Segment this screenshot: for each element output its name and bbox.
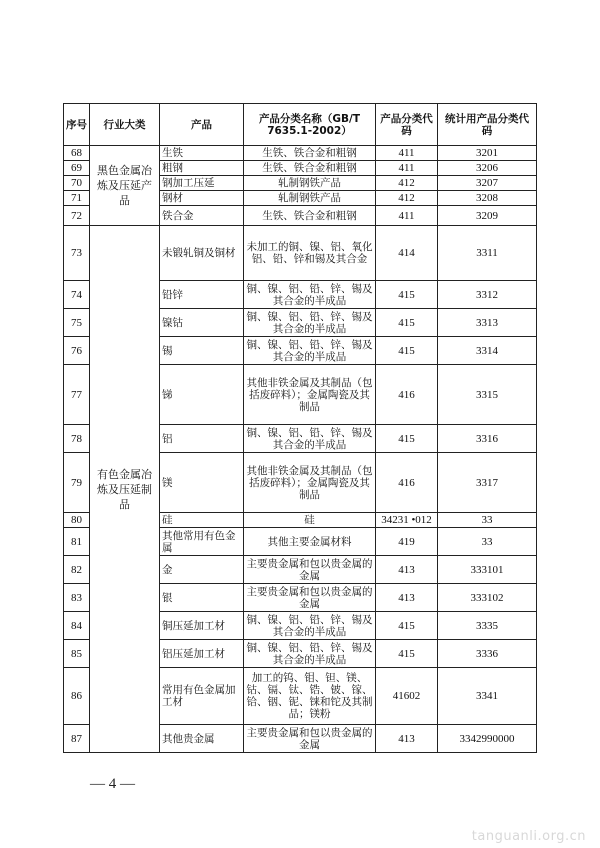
cell-product: 常用有色金属加工材 xyxy=(160,668,244,725)
cell-product: 生铁 xyxy=(160,146,244,161)
table-body xyxy=(64,146,537,753)
cell-product: 铁合金 xyxy=(160,206,244,226)
table-row xyxy=(64,226,537,281)
cell-classification: 轧制钢铁产品 xyxy=(244,176,376,191)
cell-product-code: 413 xyxy=(376,556,438,584)
header-row xyxy=(64,104,537,146)
cell-classification: 加工的钨、钼、钽、镁、钴、镉、钛、锆、铍、镓、铪、铟、铌、铼和铊及其制品；镁粉 xyxy=(244,668,376,725)
cell-product: 银 xyxy=(160,584,244,612)
cell-classification: 其他非铁金属及其制品（包括废碎料）；金属陶瓷及其制品 xyxy=(244,453,376,513)
cell-classification: 铜、镍、铝、铅、锌、锡及其合金的半成品 xyxy=(244,425,376,453)
cell-product: 硅 xyxy=(160,513,244,528)
cell-stat-code: 3207 xyxy=(438,176,537,191)
cell-product-code: 34231 •012 xyxy=(376,513,438,528)
cell-classification: 生铁、铁合金和粗钢 xyxy=(244,206,376,226)
cell-stat-code: 3316 xyxy=(438,425,537,453)
cell-classification: 生铁、铁合金和粗钢 xyxy=(244,146,376,161)
header-industry: 行业大类 xyxy=(90,104,160,146)
cell-stat-code: 333101 xyxy=(438,556,537,584)
cell-product-code: 41602 xyxy=(376,668,438,725)
cell-seq: 81 xyxy=(64,528,90,556)
cell-seq: 87 xyxy=(64,725,90,753)
cell-product: 其他贵金属 xyxy=(160,725,244,753)
header-classification: 产品分类名称（GB/T 7635.1-2002） xyxy=(244,104,376,146)
cell-stat-code: 3312 xyxy=(438,281,537,309)
cell-stat-code: 3341 xyxy=(438,668,537,725)
cell-classification: 铜、镍、铝、铅、锌、锡及其合金的半成品 xyxy=(244,337,376,365)
cell-stat-code: 3342990000 xyxy=(438,725,537,753)
cell-product-code: 416 xyxy=(376,453,438,513)
cell-product-code: 412 xyxy=(376,191,438,206)
cell-product: 金 xyxy=(160,556,244,584)
cell-product-code: 415 xyxy=(376,337,438,365)
cell-classification: 铜、镍、铝、铅、锌、锡及其合金的半成品 xyxy=(244,309,376,337)
cell-seq: 79 xyxy=(64,453,90,513)
cell-seq: 78 xyxy=(64,425,90,453)
cell-stat-code: 3315 xyxy=(438,365,537,425)
cell-product-code: 419 xyxy=(376,528,438,556)
table-row xyxy=(64,146,537,161)
cell-classification: 主要贵金属和包以贵金属的金属 xyxy=(244,725,376,753)
cell-product-code: 415 xyxy=(376,425,438,453)
cell-seq: 72 xyxy=(64,206,90,226)
cell-classification: 其他主要金属材料 xyxy=(244,528,376,556)
cell-stat-code: 3317 xyxy=(438,453,537,513)
cell-seq: 82 xyxy=(64,556,90,584)
cell-seq: 73 xyxy=(64,226,90,281)
cell-seq: 69 xyxy=(64,161,90,176)
cell-product: 粗钢 xyxy=(160,161,244,176)
header-seq: 序号 xyxy=(64,104,90,146)
cell-product: 钢材 xyxy=(160,191,244,206)
cell-classification: 生铁、铁合金和粗钢 xyxy=(244,161,376,176)
header-product: 产品 xyxy=(160,104,244,146)
cell-classification: 主要贵金属和包以贵金属的金属 xyxy=(244,556,376,584)
cell-seq: 80 xyxy=(64,513,90,528)
cell-stat-code: 3208 xyxy=(438,191,537,206)
cell-stat-code: 3209 xyxy=(438,206,537,226)
cell-seq: 77 xyxy=(64,365,90,425)
cell-product-code: 415 xyxy=(376,612,438,640)
cell-product-code: 415 xyxy=(376,281,438,309)
cell-product: 铝压延加工材 xyxy=(160,640,244,668)
cell-industry: 黑色金属冶炼及压延产品 xyxy=(90,146,160,226)
cell-classification: 铜、镍、铝、铅、锌、锡及其合金的半成品 xyxy=(244,640,376,668)
cell-stat-code: 3206 xyxy=(438,161,537,176)
cell-product-code: 413 xyxy=(376,725,438,753)
cell-classification: 铜、镍、铝、铅、锌、锡及其合金的半成品 xyxy=(244,281,376,309)
cell-product-code: 412 xyxy=(376,176,438,191)
cell-seq: 71 xyxy=(64,191,90,206)
cell-product: 铝 xyxy=(160,425,244,453)
cell-seq: 85 xyxy=(64,640,90,668)
cell-product: 钢加工压延 xyxy=(160,176,244,191)
cell-seq: 84 xyxy=(64,612,90,640)
cell-product: 铅锌 xyxy=(160,281,244,309)
cell-seq: 76 xyxy=(64,337,90,365)
cell-product-code: 415 xyxy=(376,640,438,668)
cell-stat-code: 33 xyxy=(438,528,537,556)
header-product-code: 产品分类代码 xyxy=(376,104,438,146)
cell-product: 镁 xyxy=(160,453,244,513)
cell-industry: 有色金属冶炼及压延制品 xyxy=(90,226,160,753)
cell-stat-code: 3311 xyxy=(438,226,537,281)
header-stat-code: 统计用产品分类代码 xyxy=(438,104,537,146)
page-number: — 4 — xyxy=(90,776,135,792)
cell-classification: 未加工的铜、镍、铝、氧化铝、铅、锌和锡及其合金 xyxy=(244,226,376,281)
cell-stat-code: 3201 xyxy=(438,146,537,161)
cell-stat-code: 3314 xyxy=(438,337,537,365)
cell-classification: 主要贵金属和包以贵金属的金属 xyxy=(244,584,376,612)
cell-classification: 硅 xyxy=(244,513,376,528)
cell-classification: 其他非铁金属及其制品（包括废碎料）；金属陶瓷及其制品 xyxy=(244,365,376,425)
cell-seq: 74 xyxy=(64,281,90,309)
cell-product: 镍钴 xyxy=(160,309,244,337)
cell-stat-code: 33 xyxy=(438,513,537,528)
cell-stat-code: 3336 xyxy=(438,640,537,668)
cell-seq: 68 xyxy=(64,146,90,161)
watermark: tanguanli.org.cn xyxy=(471,829,586,844)
cell-product-code: 411 xyxy=(376,206,438,226)
cell-product-code: 415 xyxy=(376,309,438,337)
cell-classification: 铜、镍、铝、铅、锌、锡及其合金的半成品 xyxy=(244,612,376,640)
cell-product: 锑 xyxy=(160,365,244,425)
cell-stat-code: 3313 xyxy=(438,309,537,337)
cell-product-code: 414 xyxy=(376,226,438,281)
product-classification-table xyxy=(63,103,537,753)
cell-stat-code: 333102 xyxy=(438,584,537,612)
cell-product-code: 411 xyxy=(376,146,438,161)
cell-product: 其他常用有色金属 xyxy=(160,528,244,556)
cell-product-code: 416 xyxy=(376,365,438,425)
cell-stat-code: 3335 xyxy=(438,612,537,640)
cell-seq: 70 xyxy=(64,176,90,191)
cell-classification: 轧制钢铁产品 xyxy=(244,191,376,206)
cell-seq: 86 xyxy=(64,668,90,725)
cell-product-code: 411 xyxy=(376,161,438,176)
cell-seq: 83 xyxy=(64,584,90,612)
cell-product: 未锻轧铜及铜材 xyxy=(160,226,244,281)
cell-product-code: 413 xyxy=(376,584,438,612)
cell-seq: 75 xyxy=(64,309,90,337)
cell-product: 锡 xyxy=(160,337,244,365)
cell-product: 铜压延加工材 xyxy=(160,612,244,640)
